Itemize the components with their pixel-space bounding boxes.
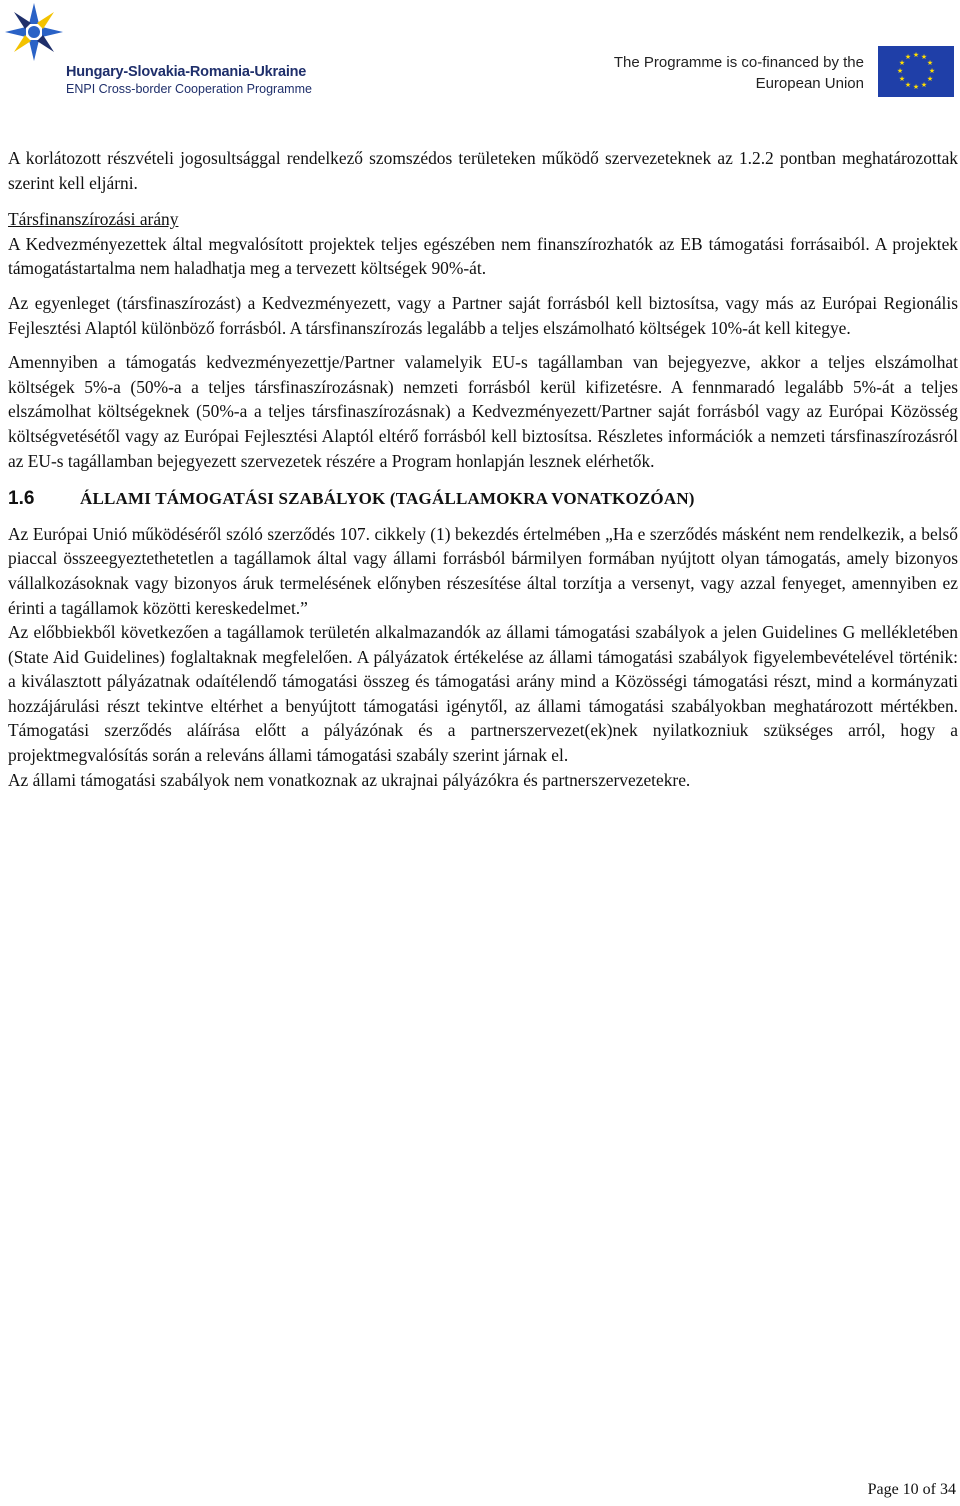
svg-text:★: ★: [904, 81, 912, 89]
svg-text:★: ★: [896, 67, 904, 75]
paragraph: Az Európai Unió működéséről szóló szerződés 107. cikkely (1) bekezdés értelmében „Ha e szerződés másként nem rendelkezik, a belső piaccal összeegyeztethetetlen a tagállamok által vagy állami forrásból bármilyen formában nyújtott olyan támogatás, amely bizonyos vállalkozásoknak vagy bizonyos áruk termelésének előnyben részesítése által torzítja a versenyt, vagy azzal fenyeget, amennyiben ez érinti a tagállamok közötti kereskedelmet.”: [8, 523, 958, 618]
section-number: 1.6: [8, 488, 35, 510]
paragraph: A korlátozott részvételi jogosultsággal rendelkező szomszédos területeken működő szervezeteknek az 1.2.2 pontban meghatározottak szerint kell eljárni.: [8, 148, 958, 193]
svg-text:★: ★: [904, 53, 912, 61]
eu-flag-icon: [878, 46, 954, 97]
svg-text:★: ★: [928, 67, 936, 75]
subheading-cofinancing-rate: Társfinanszírozási arány: [8, 209, 179, 230]
cofinance-line-2: European Union: [755, 75, 864, 92]
document-body: [8, 146, 958, 792]
cofinance-line-1: The Programme is co-financed by the: [613, 54, 864, 71]
page-number: Page 10 of 34: [867, 1481, 956, 1498]
svg-text:★: ★: [920, 53, 928, 61]
paragraph: Az állami támogatási szabályok nem vonatkoznak az ukrajnai pályázókra és partnerszervezetekre.: [8, 769, 691, 790]
svg-text:★: ★: [920, 81, 928, 89]
snowflake-star-icon: [4, 2, 64, 62]
page-header: [0, 0, 960, 110]
svg-text:★: ★: [898, 59, 906, 67]
paragraph: Az előbbiekből következően a tagállamok területén alkalmazandók az állami támogatási szabályok a jelen Guidelines G mellékletében (State Aid Guidelines) foglaltaknak megfelelően. A pályázatok értékelése az állami támogatási szabályok figyelembevételével történik: a kiválasztott pályázatnak odaítélendő támogatási összeg és támogatási arány mind a Közösségi támogatási részt, mind a kormányzati hozzájárulási részt tekintve eltérhet a benyújtott támogatási igénytől, az állami támogatási szabályokban meghatározott mértékben. Támogatási szerződés aláírása előtt a pályázónak és a partnerszervezet(ek)nek nyilatkozniuk szükséges arról, hogy a projektmegvalósítás során a releváns állami támogatási szabály szerint járnak el.: [8, 622, 958, 766]
section-title: ÁLLAMI TÁMOGATÁSI SZABÁLYOK (TAGÁLLAMOKRA VONATKOZÓAN): [80, 489, 695, 509]
svg-text:★: ★: [926, 59, 934, 67]
svg-text:★: ★: [926, 75, 934, 83]
paragraph: A Kedvezményezettek által megvalósított projektek teljes egészében nem finanszírozhatók az EB támogatási forrásaiból. A projektek támogatástartalma nem haladhatja meg a tervezett költségek 90%-át.: [8, 233, 958, 279]
svg-text:★: ★: [898, 75, 906, 83]
programme-subtitle: ENPI Cross-border Cooperation Programme: [66, 82, 312, 96]
programme-title: Hungary-Slovakia-Romania-Ukraine: [66, 64, 307, 80]
paragraph: Amennyiben a támogatás kedvezményezettje/Partner valamelyik EU-s tagállamban van bejegyezve, akkor a teljes elszámolhat költségek 5%-a (50%-a a teljes társfinaszírozásnak) nemzeti forrásból kerül kifizetésre. A fennmaradó legalább 5%-át a teljes elszámolhat költségeknek (50%-a a teljes társfinaszírozásnak) a Kedvezményezett/Partner saját forrásból vagy az Európai Közösség költségvetésétől vagy az Európai Fejlesztési Alaptól eltérő forrásból kell biztosítsa. Részletes információk a nemzeti társfinaszírozásról az EU-s tagállamban bejegyezett szervezetek részére a Program honlapján lesznek elérhetők.: [8, 352, 958, 471]
programme-logo: [4, 2, 344, 98]
paragraph: Az egyenleget (társfinaszírozást) a Kedvezményezett, vagy a Partner saját forrásból kell biztosítsa, vagy más az Európai Regionális Fejlesztési Alaptól különböző forrásból. A társfinanszírozás legalább a teljes elszámolható költségek 10%-át kell kitegye.: [8, 292, 958, 338]
svg-text:★: ★: [912, 83, 920, 91]
cofinance-statement: [614, 52, 864, 94]
svg-text:★: ★: [912, 51, 920, 59]
section-heading: [8, 487, 958, 512]
